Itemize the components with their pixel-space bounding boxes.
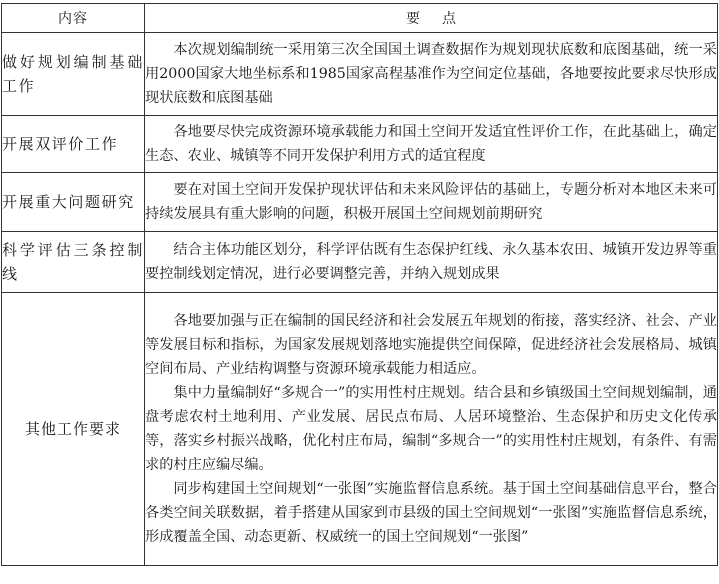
row-paragraph: 结合主体功能区划分，科学评估既有生态保护红线、永久基本农田、城镇开发边界等重要控制线划定情况，进行必要调整完善，并纳入规划成果: [145, 242, 717, 282]
row-name: 其他工作要求: [2, 293, 145, 566]
table-header-row: [2, 4, 718, 33]
row-paragraph: 集中力量编制好“多规合一”的实用性村庄规划。结合县和乡镇级国土空间规划编制，通盘考虑农村土地利用、产业发展、居民点布局、人居环境整治、生态保护和历史文化传承等，落实乡村振兴战略，优化村庄布局，编制“多规合一”的实用性村庄规划，有条件、有需求的村庄应编尽编。: [145, 385, 717, 473]
table-row: [2, 293, 718, 566]
row-points: [145, 116, 718, 173]
row-paragraph: 要在对国土空间开发保护现状评估和未来风险评估的基础上，专题分析对本地区未来可持续发展具有重大影响的问题，积极开展国土空间规划前期研究: [145, 182, 717, 222]
header-content: 内容: [2, 4, 145, 33]
header-key-points: 要点: [145, 4, 718, 33]
row-paragraph: 各地要尽快完成资源环境承载能力和国土空间开发适宜性评价工作，在此基础上，确定生态、农业、城镇等不同开发保护利用方式的适宜程度: [145, 124, 717, 164]
row-points: [145, 293, 718, 566]
row-points: [145, 232, 718, 293]
row-paragraph: 同步构建国土空间规划“一张图”实施监督信息系统。基于国土空间基础信息平台，整合各类空间关联数据，着手搭建从国家到市县级的国土空间规划“一张图”实施监督信息系统，形成覆盖全国、动态更新、权威统一的国土空间规划“一张图”: [145, 481, 717, 545]
row-points: [145, 173, 718, 232]
row-name: 做好规划编制基础工作: [2, 33, 145, 116]
row-paragraph: 本次规划编制统一采用第三次全国国土调查数据作为规划现状底数和底图基础，统一采用2000国家大地坐标系和1985国家高程基准作为空间定位基础，各地要按此要求尽快形成现状底数和底图基础: [145, 42, 717, 106]
row-name: 开展重大问题研究: [2, 173, 145, 232]
row-points: [145, 33, 718, 116]
table-row: [2, 33, 718, 116]
planning-work-table: [1, 3, 718, 566]
row-paragraph: 各地要加强与正在编制的国民经济和社会发展五年规划的衔接，落实经济、社会、产业等发展目标和指标，为国家发展规划落地实施提供空间保障，促进经济社会发展格局、城镇空间布局、产业结构调整与资源环境承载能力相适应。: [145, 313, 717, 377]
row-name: 科学评估三条控制线: [2, 232, 145, 293]
row-name: 开展双评价工作: [2, 116, 145, 173]
table-row: [2, 173, 718, 232]
table-row: [2, 116, 718, 173]
table-row: [2, 232, 718, 293]
